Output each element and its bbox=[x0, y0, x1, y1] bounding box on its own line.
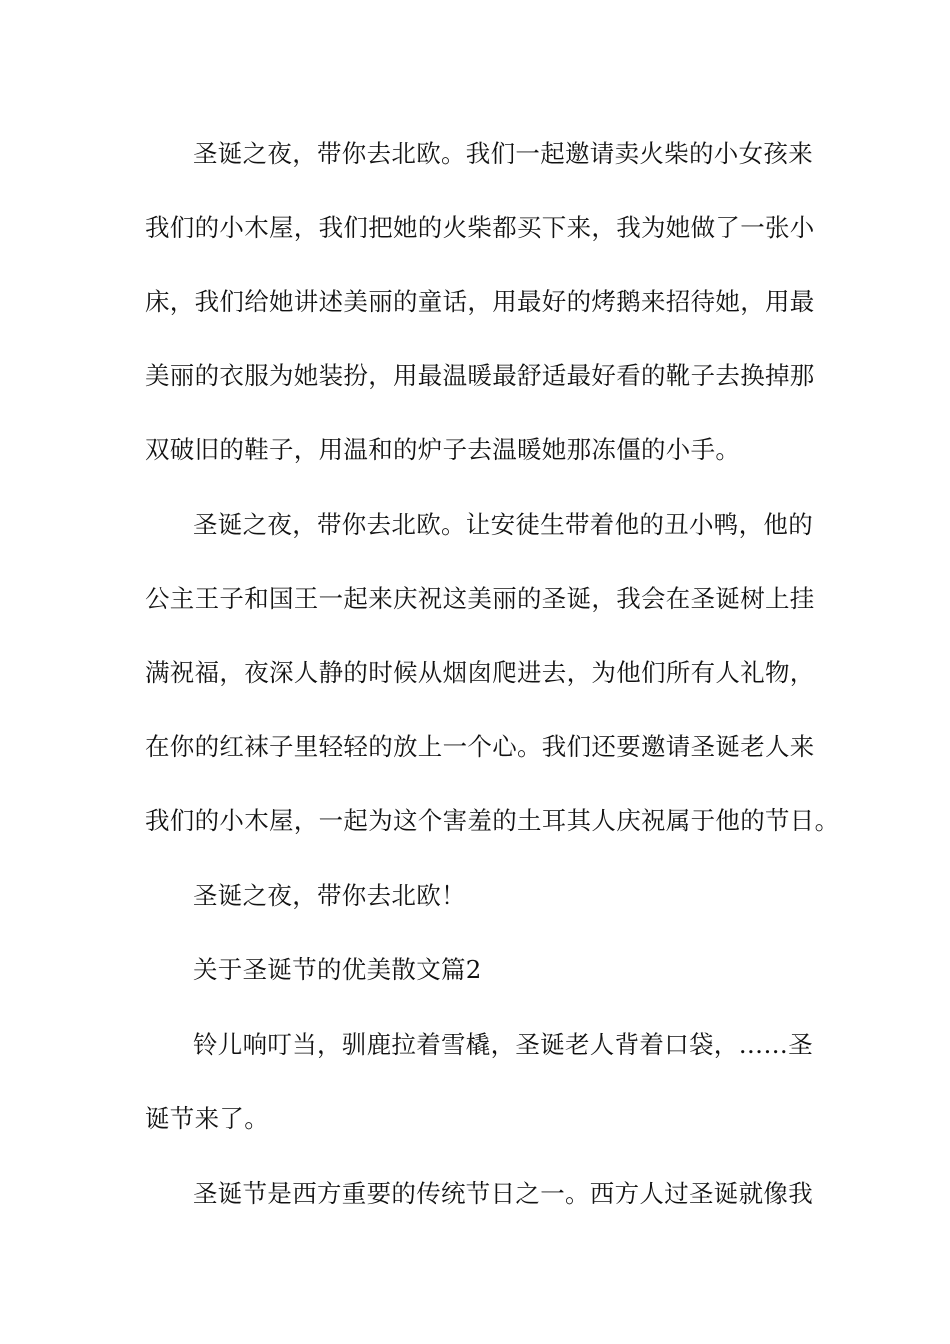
paragraph-2-line-4: 在你的红袜子里轻轻的放上一个心。我们还要邀请圣诞老人来 bbox=[145, 732, 815, 761]
paragraph-1-line-1: 圣诞之夜，带你去北欧。我们一起邀请卖火柴的小女孩来 bbox=[193, 139, 813, 168]
paragraph-5-line-1: 圣诞节是西方重要的传统节日之一。西方人过圣诞就像我 bbox=[193, 1179, 813, 1208]
paragraph-3-line-1: 圣诞之夜，带你去北欧！ bbox=[193, 881, 466, 910]
paragraph-1-line-2: 我们的小木屋，我们把她的火柴都买下来，我为她做了一张小 bbox=[145, 213, 815, 242]
paragraph-1-line-5: 双破旧的鞋子，用温和的炉子去温暖她那冻僵的小手。 bbox=[145, 435, 741, 464]
paragraph-2-line-3: 满祝福，夜深人静的时候从烟囱爬进去，为他们所有人礼物， bbox=[145, 658, 815, 687]
paragraph-4-line-2: 诞节来了。 bbox=[145, 1104, 269, 1133]
section-heading: 关于圣诞节的优美散文篇2 bbox=[193, 955, 482, 984]
paragraph-2-line-1: 圣诞之夜，带你去北欧。让安徒生带着他的丑小鸭，他的 bbox=[193, 510, 813, 539]
paragraph-1-line-4: 美丽的衣服为她装扮，用最温暖最舒适最好看的靴子去换掉那 bbox=[145, 361, 815, 390]
paragraph-1-line-3: 床，我们给她讲述美丽的童话，用最好的烤鹅来招待她，用最 bbox=[145, 287, 815, 316]
paragraph-4-line-1: 铃儿响叮当，驯鹿拉着雪橇，圣诞老人背着口袋，……圣 bbox=[193, 1030, 813, 1059]
paragraph-2-line-5: 我们的小木屋，一起为这个害羞的土耳其人庆祝属于他的节日。 bbox=[145, 806, 840, 835]
paragraph-2-line-2: 公主王子和国王一起来庆祝这美丽的圣诞，我会在圣诞树上挂 bbox=[145, 584, 815, 613]
